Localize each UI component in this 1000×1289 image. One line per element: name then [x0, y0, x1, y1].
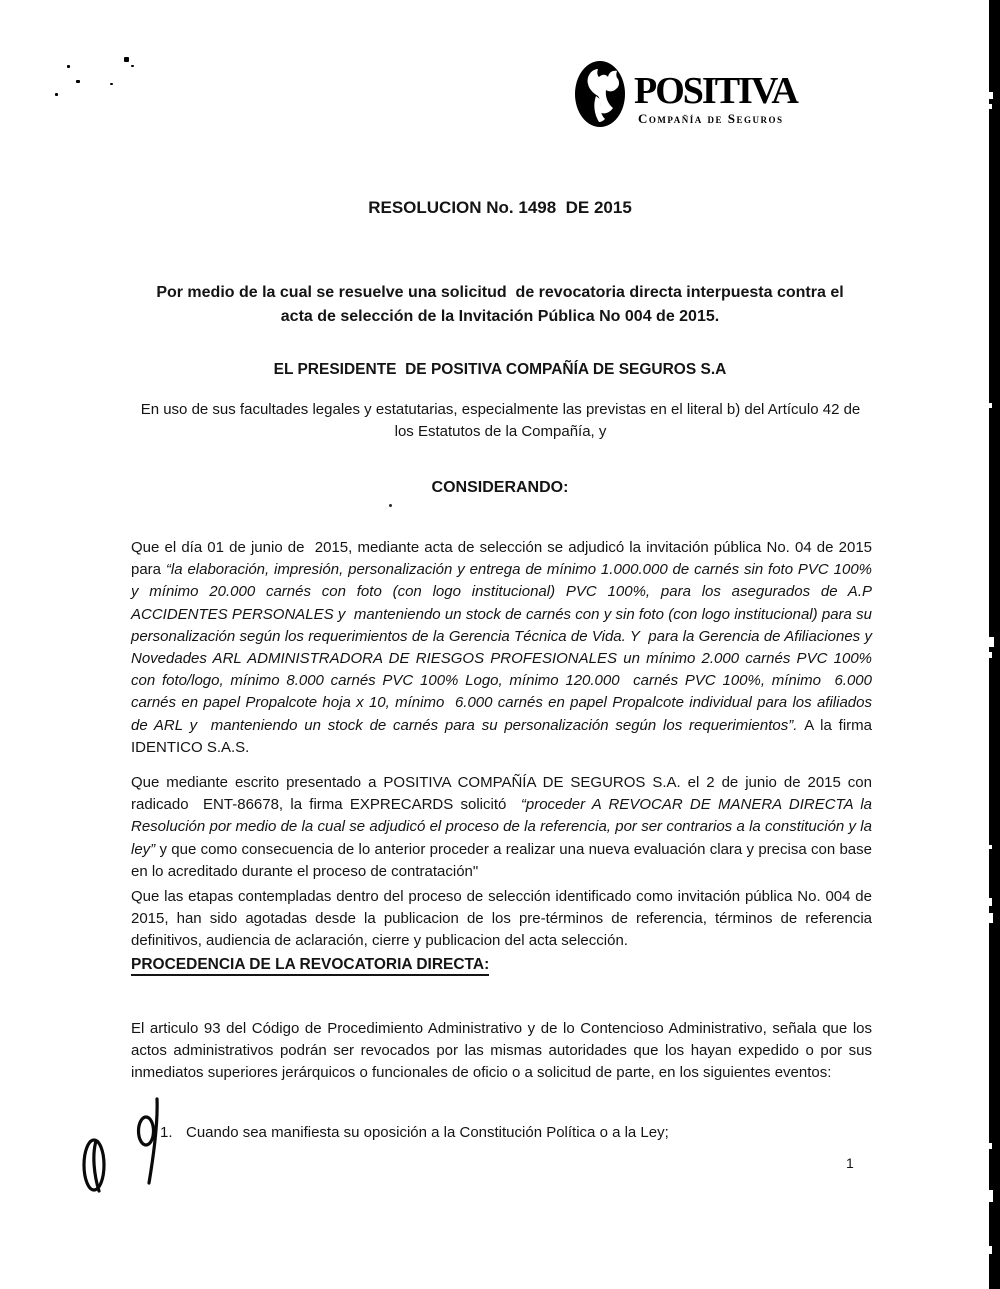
paragraph-adjudication [131, 537, 877, 759]
paragraph-segment: A la firma IDENTICO S.A.S. [131, 716, 877, 756]
scan-speckle-dot [67, 65, 70, 68]
logo-brand-name: POSITIVA [634, 70, 797, 112]
scan-speckle-dot [55, 93, 58, 96]
scan-speckle-dot [389, 504, 392, 507]
paragraph-segment: y que como consecuencia de lo anterior proceder a realizar una nueva evaluación clara y precisa con base en lo acreditado durante el proceso de contratación" [131, 840, 877, 880]
paragraph-segment: Que el día 01 de junio de 2015, mediante acta de selección se adjudicó la invitación pública No. 04 de 2015 para [131, 539, 877, 579]
paragraph-quote-segment: “proceder A REVOCAR DE MANERA DIRECTA la Resolución por medio de la cual se adjudicó el proceso de la referencia, por ser contrarios a la constitución y la ley” [131, 796, 877, 858]
positiva-emblem-icon [574, 60, 626, 128]
considering-heading: CONSIDERANDO: [431, 479, 569, 496]
logo-text [634, 60, 797, 127]
issuer-heading: EL PRESIDENTE DE POSITIVA COMPAÑÍA DE SEGUROS S.A [273, 361, 727, 378]
paragraph-article-93: El articulo 93 del Código de Procedimiento Administrativo y de lo Contencioso Administrativo, señala que los actos administrativos podrán ser revocados por las mismas autoridades que los hayan expedido o por sus inmediatos superiores jerárquicos o funcionales de oficio o a solicitud de parte, en los siguientes eventos: [131, 1020, 877, 1082]
scan-speckle-dot [131, 65, 134, 67]
list-item-text: Cuando sea manifiesta su oposición a la Constitución Política o a la Ley; [186, 1124, 669, 1141]
paragraph-quote-segment: “la elaboración, impresión, personalización y entrega de mínimo 1.000.000 de carnés sin foto PVC 100% y mínimo 20.000 carnés con foto (con logo institucional) PVC 100%, para los asegurados de A.P ACCIDENTES PERSONALES y manteniendo un stock de carnés con y sin foto (con logo institucional) para su personalización según los requerimientos de la Gerencia Técnica de Vida. Y para la Gerencia de Afiliaciones y Novedades ARL ADMINISTRADORA DE RIESGOS PROFESIONALES un mínimo 2.000 carnés PVC 100% con foto/logo, mínimo 8.000 carnés PVC 100% Logo, mínimo 120.000 carnés PVC 100%, mínimo 6.000 carnés en papel Propalcote hoja x 10, mínimo 6.000 carnés en papel Propalcote individual para los afiliados de ARL y manteniendo un stock de carnés para su personalización según los requerimientos”. [131, 561, 877, 734]
scan-speckle-dot [110, 83, 113, 85]
paragraph-segment: Que mediante escrito presentado a POSITIVA COMPAÑÍA DE SEGUROS S.A. el 2 de junio de 2015 con radicado ENT-86678, la firma EXPRECARDS solicitó [131, 774, 877, 814]
page-number: 1 [846, 1155, 854, 1171]
paragraph-process-stages [131, 886, 877, 953]
handwritten-pen-marks [70, 1095, 170, 1195]
company-logo [574, 60, 797, 128]
scan-speckle-dot [124, 57, 129, 62]
resolution-title: RESOLUCION No. 1498 DE 2015 [368, 198, 632, 217]
logo-tagline: Compañía de Seguros [638, 111, 784, 126]
paragraph-segment: Que las etapas contempladas dentro del proceso de selección identificado como invitación pública No. 004 de 2015, han sido agotadas desde la publicacion de los pre-términos de referencia, términos de referencia definitivos, audiencia de aclaración, cierre y publicacion del acta selección. [131, 888, 877, 950]
preamble-text: En uso de sus facultades legales y estatutarias, especialmente las previstas en el literal b) del Artículo 42 de los Estatutos de la Compañía, y [140, 401, 869, 440]
scan-edge-artifact [989, 0, 1000, 1289]
scan-speckle-dot [76, 80, 80, 83]
resolution-subtitle: Por medio de la cual se resuelve una solicitud de revocatoria directa interpuesta contra el acta de selección de la Invitación Pública No 004 de 2015. [156, 284, 849, 325]
numbered-list-item [160, 1124, 860, 1141]
list-item-number: 1. [160, 1124, 173, 1141]
section-heading-procedencia: PROCEDENCIA DE LA REVOCATORIA DIRECTA: [131, 956, 489, 974]
paragraph-revocation-request [131, 772, 877, 883]
